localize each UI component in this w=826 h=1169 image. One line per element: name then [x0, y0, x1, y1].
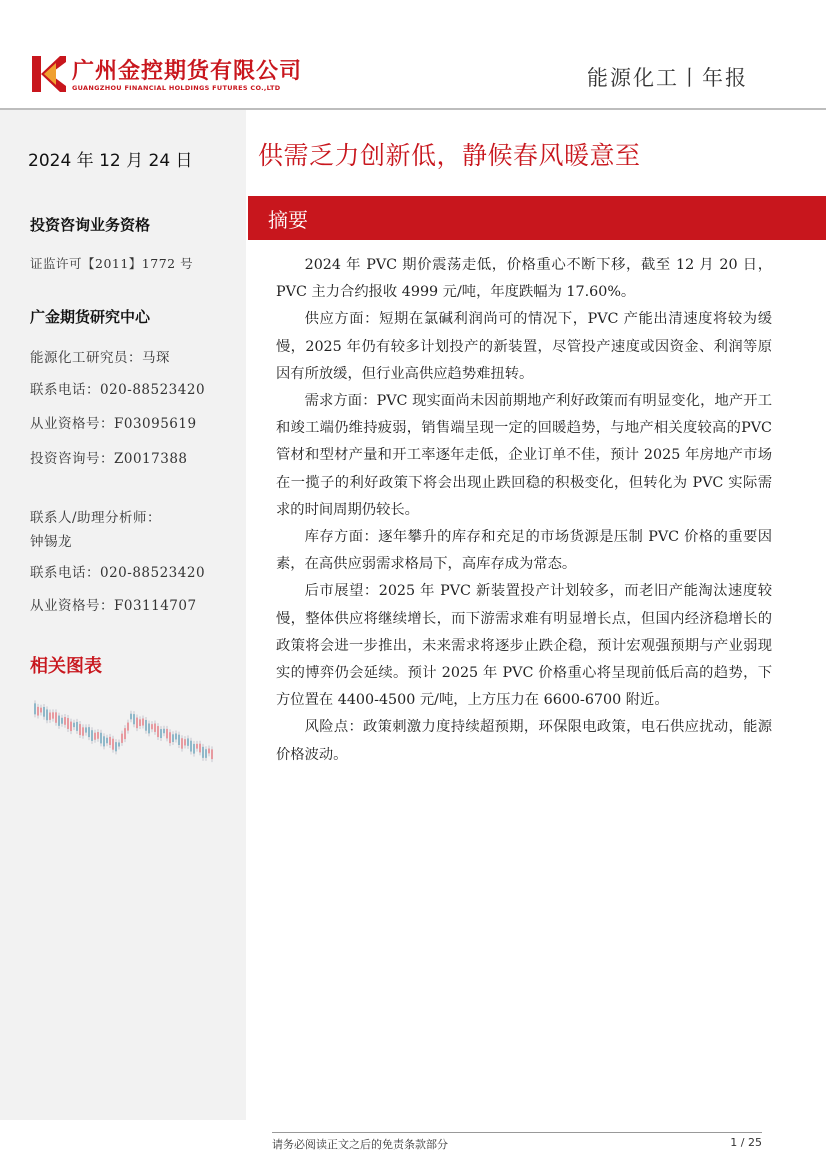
abstract-label: 摘要: [268, 208, 308, 232]
qualification-title: 投资咨询业务资格: [30, 216, 151, 234]
abstract-body: [276, 252, 772, 769]
footer-divider: [272, 1132, 762, 1133]
license-number: 证监许可【2011】1772 号: [30, 256, 194, 271]
paragraph-risk: 风险点：政策刺激力度持续超预期，环保限电政策，电石供应扰动，能源价格波动。: [276, 719, 772, 763]
related-charts-title: 相关图表: [30, 656, 102, 677]
assistant-phone: 联系电话：020-88523420: [30, 565, 206, 581]
research-center: 广金期货研究中心: [30, 308, 151, 326]
paragraph-inventory: 库存方面：逐年攀升的库存和充足的市场货源是压制 PVC 价格的重要因素，在高供应弱需求格局下，高库存成为常态。: [276, 529, 772, 573]
company-name-cn: 广州金控期货有限公司: [72, 59, 303, 84]
researcher-name: 能源化工研究员：马琛: [30, 350, 170, 366]
paragraph-summary: 2024 年 PVC 期价震荡走低，价格重心不断下移，截至 12 月 20 日，PVC 主力合约报收 4999 元/吨，年度跌幅为 17.60%。: [276, 257, 772, 301]
company-name-en: GUANGZHOU FINANCIAL HOLDINGS FUTURES CO.,LTD: [72, 84, 281, 92]
researcher-phone: 联系电话：020-88523420: [30, 382, 206, 398]
report-date: 2024 年 12 月 24 日: [28, 151, 193, 171]
researcher-cert: 从业资格号：F03095619: [30, 416, 197, 432]
footer-disclaimer: 请务必阅读正文之后的免责条款部分: [272, 1138, 448, 1151]
assistant-name: 钟锡龙: [30, 534, 72, 550]
assistant-label: 联系人/助理分析师：: [30, 510, 162, 526]
report-category: 能源化工丨年报: [587, 66, 748, 90]
abstract-banner: [248, 196, 826, 240]
paragraph-supply: 供应方面：短期在氯碱利润尚可的情况下，PVC 产能出清速度将较为缓慢，2025 年仍有较多计划投产的新装置，尽管投产速度或因资金、利润等原因有所放缓，但行业高供应趋势难扭转。: [276, 311, 772, 382]
candlestick-chart-icon[interactable]: [30, 688, 220, 800]
report-title: 供需乏力创新低，静候春风暖意至: [258, 141, 641, 170]
company-logo-icon: [30, 54, 66, 94]
paragraph-outlook: 后市展望：2025 年 PVC 新装置投产计划较多，而老旧产能淘汰速度较慢，整体供应将继续增长，而下游需求难有明显增长点，但国内经济稳增长的政策将会进一步推出，未来需求将逐步止跌企稳，预计宏观强预期与产业弱现实的博弈仍会延续。预计 2025 年 PVC 价格重心将呈现前低后高的趋势，下方位置在 4400-4500 元/吨，上方压力在 6600-6700 附近。: [276, 583, 772, 709]
page-number: 1 / 25: [730, 1136, 762, 1149]
researcher-consult: 投资咨询号：Z0017388: [30, 451, 188, 467]
assistant-cert: 从业资格号：F03114707: [30, 598, 197, 614]
paragraph-demand: 需求方面：PVC 现实面尚未因前期地产利好政策而有明显变化，地产开工和竣工端仍维持疲弱，销售端呈现一定的回暖趋势，与地产相关度较高的PVC管材和型材产量和开工率逐年走低，企业订单不佳，预计 2025 年房地产市场在一揽子的利好政策下将会出现止跌回稳的积极变化，但转化为 PVC 实际需求的时间周期仍较长。: [276, 393, 772, 518]
